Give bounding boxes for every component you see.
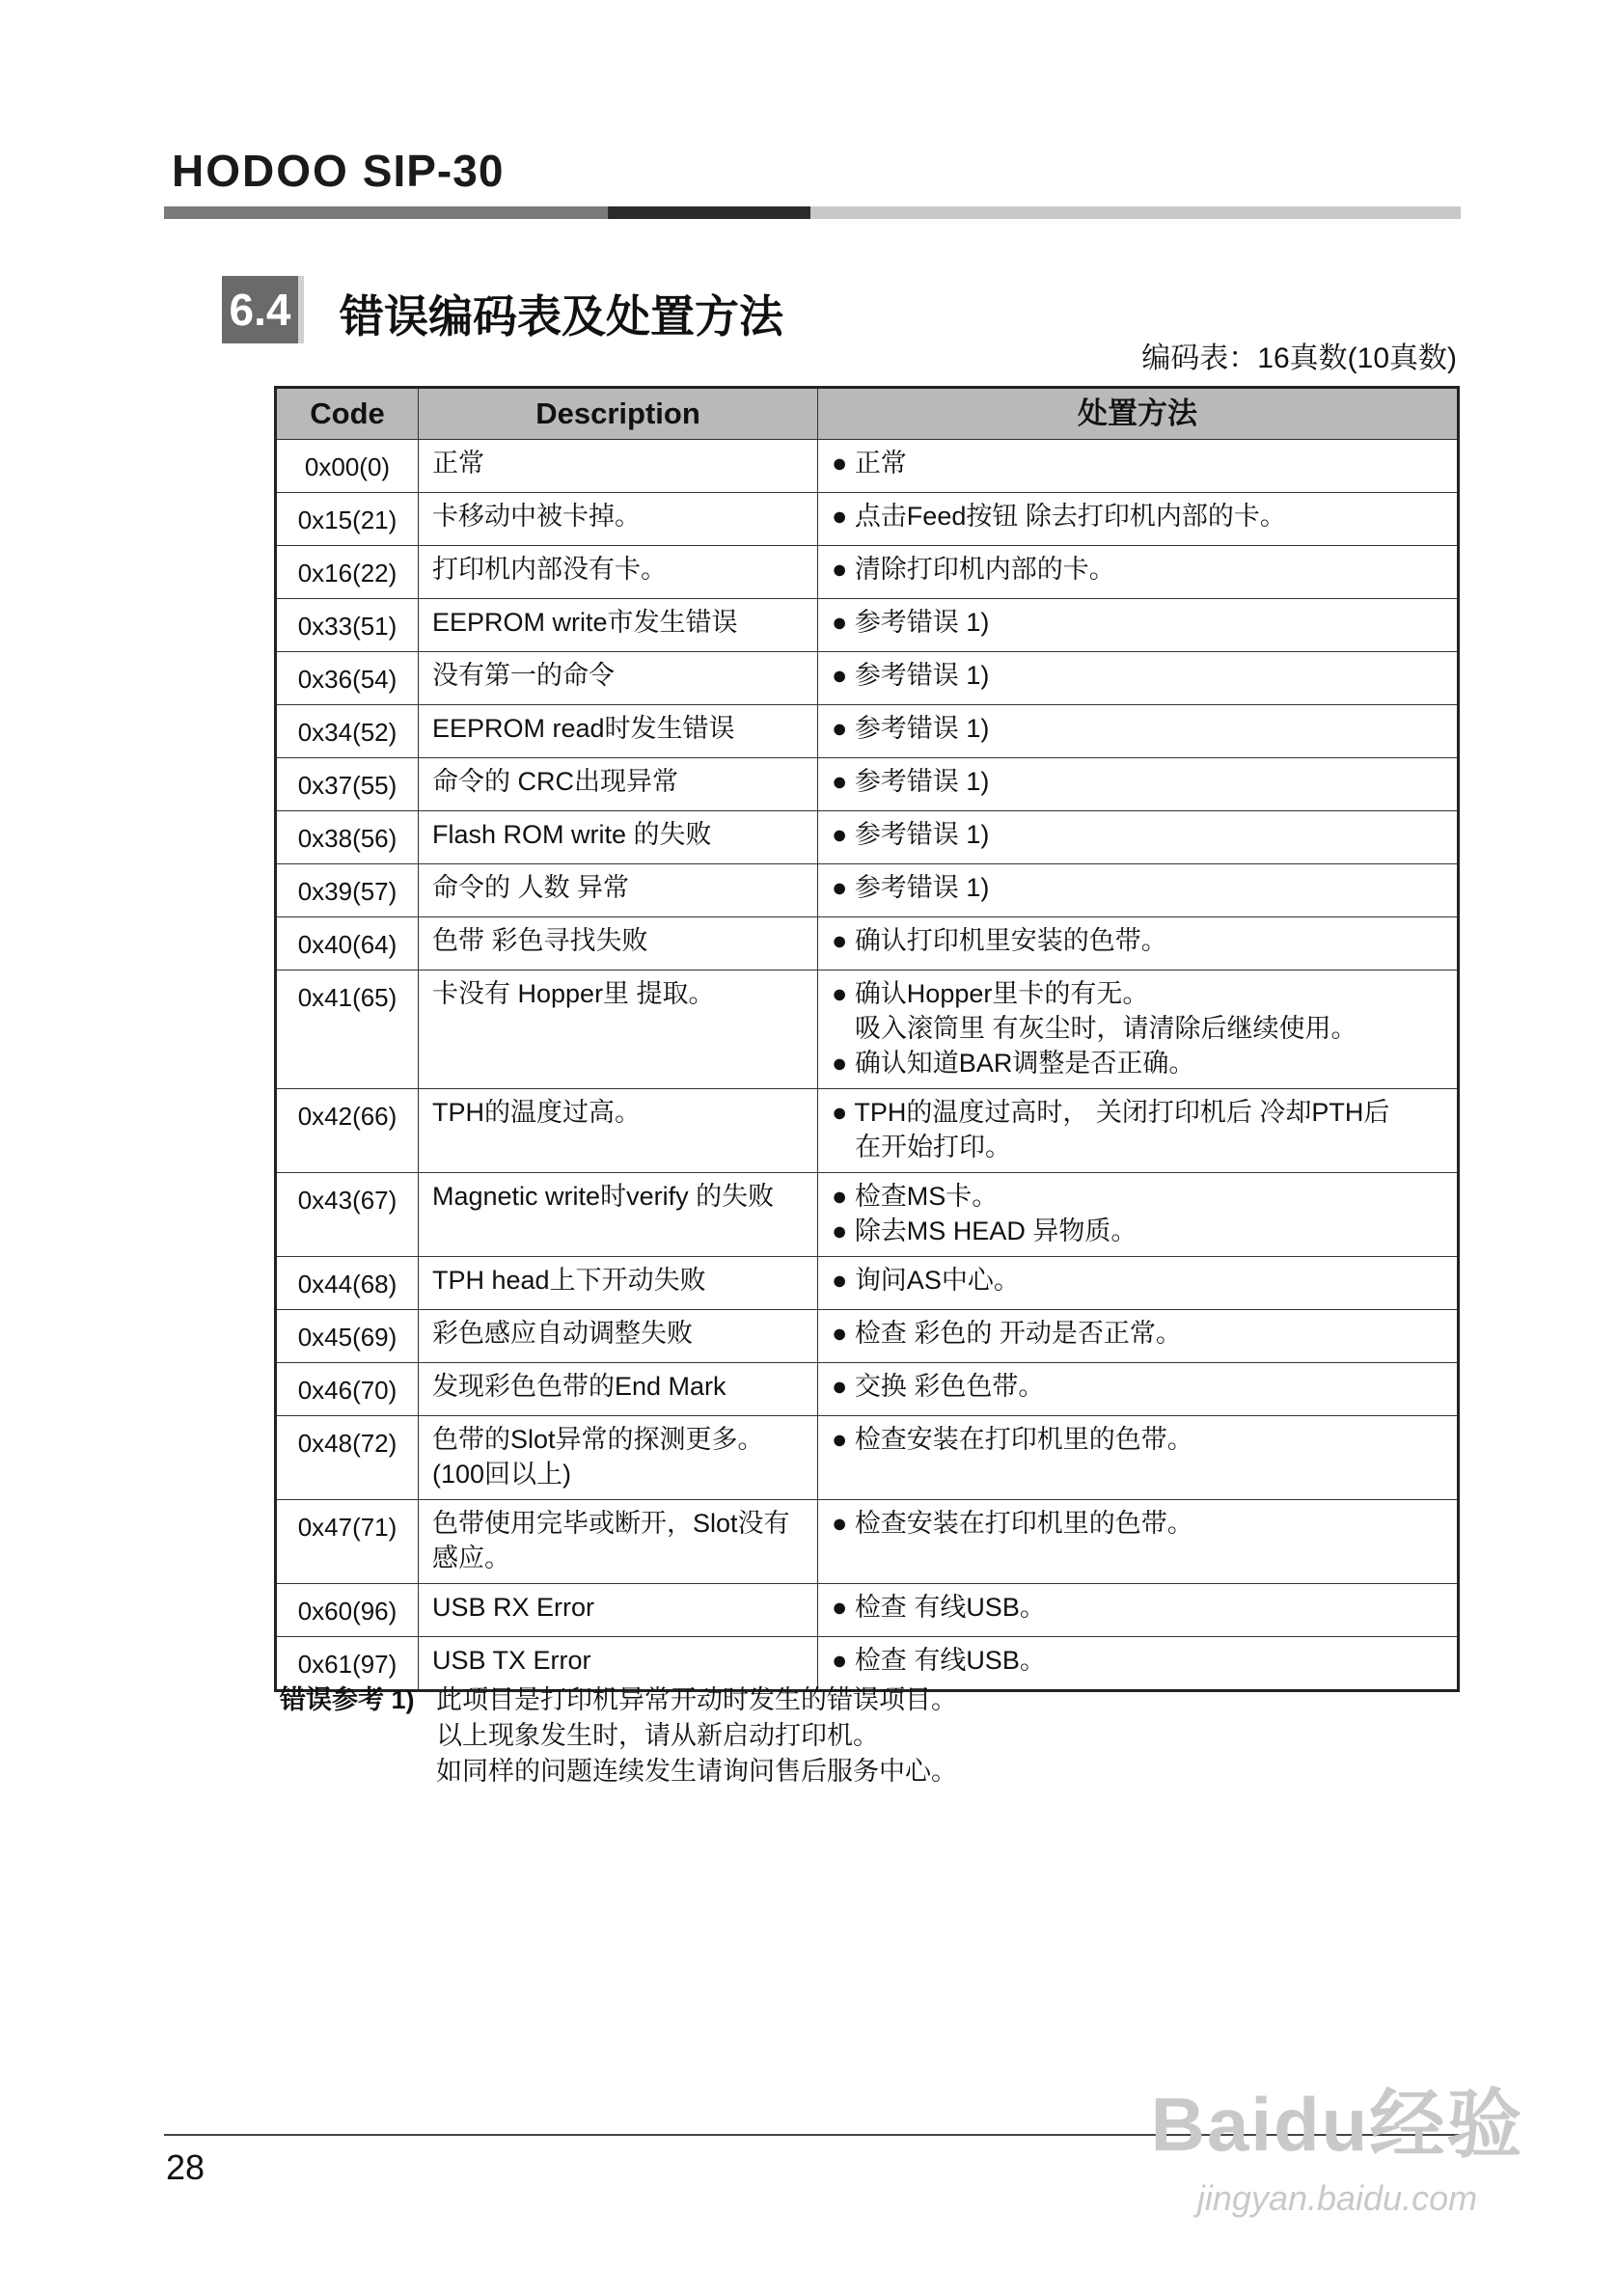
table-row [276,546,1459,599]
error-description [419,1500,818,1584]
watermark-logo-text: Baidu经验 [1150,2082,1524,2167]
error-action [818,811,1459,864]
bullet-icon: ● [832,1319,855,1348]
error-description [419,1416,818,1500]
description-line: Magnetic write时verify 的失败 [432,1182,775,1211]
error-action [818,652,1459,705]
error-code: 0x43(67) [276,1173,419,1257]
error-action [818,1310,1459,1363]
action-text: 检查 有线USB。 [854,1646,1046,1675]
error-code: 0x46(70) [276,1363,419,1416]
action-bullet [832,1179,1447,1214]
watermark-url: jingyan.baidu.com [1196,2178,1478,2218]
bullet-icon: ● [832,502,855,531]
error-description [419,599,818,652]
action-text: 检查 有线USB。 [854,1593,1046,1622]
error-action [818,1500,1459,1584]
table-row [276,1310,1459,1363]
action-text: 正常 [854,449,907,478]
description-line: EEPROM read时发生错误 [432,714,735,743]
description-line: 色带使用完毕或断开，Slot没有 [432,1509,790,1538]
action-bullet [832,552,1447,587]
error-action [818,1363,1459,1416]
section-number-badge: 6.4 [222,276,304,343]
column-header-code: Code [276,388,419,440]
error-action [818,705,1459,758]
error-code: 0x36(54) [276,652,419,705]
bullet-icon: ● [832,1372,855,1401]
table-header-row [276,388,1459,440]
table-row [276,758,1459,811]
bullet-icon: ● [832,661,855,690]
action-bullet [832,1590,1447,1625]
action-text: 检查 彩色的 开动是否正常。 [854,1319,1182,1348]
action-bullet [832,446,1447,480]
error-action [818,546,1459,599]
action-text: 确认Hopper里卡的有无。 [854,979,1149,1008]
table-row [276,864,1459,917]
description-line: 卡移动中被卡掉。 [432,502,641,531]
table-row [276,440,1459,493]
description-line: 没有第一的命令 [432,661,615,690]
error-code: 0x41(65) [276,970,419,1089]
error-action [818,917,1459,970]
description-line: 命令的 CRC出现异常 [432,767,678,796]
description-line: TPH head上下开动失败 [432,1266,706,1295]
bullet-icon: ● [832,449,855,478]
header-rule-left [164,206,608,219]
description-line: 感应。 [432,1544,510,1572]
action-text: 询问AS中心。 [854,1266,1020,1295]
table-row [276,493,1459,546]
action-text: 确认知道BAR调整是否正确。 [854,1049,1195,1078]
error-description [419,546,818,599]
action-bullet [832,976,1447,1011]
action-text: 交换 彩色色带。 [854,1372,1045,1401]
description-line: 色带的Slot异常的探测更多。 [432,1425,764,1454]
error-action [818,599,1459,652]
error-code: 0x40(64) [276,917,419,970]
action-bullet [832,605,1447,640]
table-row [276,1416,1459,1500]
action-bullet [832,711,1447,746]
table-row [276,1363,1459,1416]
error-code: 0x34(52) [276,705,419,758]
table-row [276,1089,1459,1173]
page-number: 28 [166,2147,206,2187]
description-line: USB TX Error [432,1646,591,1675]
action-bullet [832,1046,1447,1080]
action-text: 参考错误 1) [854,608,990,637]
action-bullet [832,817,1447,852]
error-description [419,811,818,864]
action-text: 点击Feed按钮 除去打印机内部的卡。 [854,502,1286,531]
action-bullet [832,1214,1447,1248]
bullet-icon: ● [832,1049,855,1078]
action-text: 参考错误 1) [854,714,990,743]
table-row [276,1257,1459,1310]
error-description [419,493,818,546]
notes-label: 错误参考 1) [280,1685,415,1714]
error-action [818,970,1459,1089]
error-action [818,440,1459,493]
error-action [818,493,1459,546]
error-description [419,864,818,917]
bullet-icon: ● [832,1593,855,1622]
error-action [818,1584,1459,1637]
error-code: 0x38(56) [276,811,419,864]
baidu-watermark [1144,2064,1530,2248]
table-row [276,1173,1459,1257]
brand-name: HODOO [172,146,349,196]
error-description [419,1584,818,1637]
error-code: 0x16(22) [276,546,419,599]
action-text-continued: 在开始打印。 [855,1133,1011,1162]
error-code: 0x33(51) [276,599,419,652]
description-line: 色带 彩色寻找失败 [432,926,648,955]
action-bullet [832,764,1447,799]
error-code: 0x37(55) [276,758,419,811]
error-action [818,758,1459,811]
bullet-icon: ● [832,1646,855,1675]
description-line: 发现彩色色带的End Mark [432,1372,726,1401]
action-bullet [832,1422,1447,1457]
table-row [276,652,1459,705]
table-row [276,599,1459,652]
description-line: (100回以上) [432,1460,572,1489]
action-text: TPH的温度过高时， 关闭打印机后 冷却PTH后 [854,1098,1390,1127]
bullet-icon: ● [832,1509,855,1538]
action-text: 参考错误 1) [854,767,990,796]
action-bullet [832,499,1447,533]
description-line: 命令的 人数 异常 [432,873,630,902]
description-line: TPH的温度过高。 [432,1098,641,1127]
brand-logo [172,145,504,197]
action-bullet [832,1316,1447,1351]
action-text: 参考错误 1) [854,661,990,690]
error-description [419,1310,818,1363]
action-bullet [832,1506,1447,1541]
table-row [276,705,1459,758]
action-bullet [832,1643,1447,1678]
table-row [276,917,1459,970]
action-text: 参考错误 1) [854,873,990,902]
note-line: 此项目是打印机异常开动时发生的错误项目。 [436,1685,957,1714]
error-description [419,1089,818,1173]
column-header-action: 处置方法 [818,388,1459,440]
action-bullet [832,658,1447,693]
column-header-description: Description [419,388,818,440]
header-rule-mid [608,206,810,219]
error-reference-notes [280,1682,957,1790]
table-row [276,811,1459,864]
header-rule-right [810,206,1461,219]
action-bullet [832,870,1447,905]
description-line: 彩色感应自动调整失败 [432,1319,693,1348]
bullet-icon: ● [832,714,855,743]
description-line: 打印机内部没有卡。 [432,555,667,584]
error-action [818,1173,1459,1257]
table-row [276,970,1459,1089]
error-code: 0x42(66) [276,1089,419,1173]
action-bullet [832,1263,1447,1298]
description-line: 正常 [432,449,484,478]
action-text: 除去MS HEAD 异物质。 [854,1216,1137,1245]
action-text: 确认打印机里安装的色带。 [854,926,1167,955]
error-description [419,652,818,705]
error-code: 0x45(69) [276,1310,419,1363]
table-row [276,1584,1459,1637]
error-code: 0x39(57) [276,864,419,917]
error-code: 0x47(71) [276,1500,419,1584]
bullet-icon: ● [832,1098,855,1127]
error-description [419,440,818,493]
bullet-icon: ● [832,820,855,849]
table-row [276,1500,1459,1584]
error-description [419,970,818,1089]
action-text-continued: 吸入滚筒里 有灰尘时，请清除后继续使用。 [855,1014,1357,1043]
bullet-icon: ● [832,873,855,902]
error-code: 0x60(96) [276,1584,419,1637]
error-action [818,1089,1459,1173]
error-code: 0x61(97) [276,1637,419,1691]
error-code: 0x00(0) [276,440,419,493]
note-line: 以上现象发生时，请从新启动打印机。 [436,1721,879,1750]
bullet-icon: ● [832,926,855,955]
bullet-icon: ● [832,555,855,584]
error-code: 0x48(72) [276,1416,419,1500]
error-description [419,917,818,970]
error-code: 0x44(68) [276,1257,419,1310]
bullet-icon: ● [832,1216,855,1245]
error-description [419,1173,818,1257]
error-action [818,1257,1459,1310]
error-description [419,758,818,811]
bullet-icon: ● [832,608,855,637]
error-action [818,1416,1459,1500]
error-code: 0x15(21) [276,493,419,546]
description-line: Flash ROM write 的失败 [432,820,712,849]
error-description [419,1257,818,1310]
bullet-icon: ● [832,767,855,796]
bullet-icon: ● [832,979,855,1008]
error-code-table [274,386,1460,1692]
description-line: USB RX Error [432,1593,595,1622]
action-text: 检查MS卡。 [854,1182,999,1211]
action-text: 参考错误 1) [854,820,990,849]
error-description [419,1363,818,1416]
description-line: 卡没有 Hopper里 提取。 [432,979,715,1008]
bullet-icon: ● [832,1182,855,1211]
bullet-icon: ● [832,1425,855,1454]
action-text: 检查安装在打印机里的色带。 [854,1425,1193,1454]
model-name: SIP-30 [362,146,505,196]
action-text: 清除打印机内部的卡。 [854,555,1115,584]
error-action [818,864,1459,917]
description-line: EEPROM write市发生错误 [432,608,738,637]
error-description [419,705,818,758]
action-text: 检查安装在打印机里的色带。 [854,1509,1193,1538]
section-title: 错误编码表及处置方法 [340,291,783,342]
note-line: 如同样的问题连续发生请询问售后服务中心。 [436,1757,957,1786]
action-bullet [832,1095,1447,1130]
action-bullet [832,1369,1447,1404]
action-bullet [832,923,1447,958]
bullet-icon: ● [832,1266,855,1295]
table-subtitle: 编码表：16真数(10真数) [1141,342,1457,374]
